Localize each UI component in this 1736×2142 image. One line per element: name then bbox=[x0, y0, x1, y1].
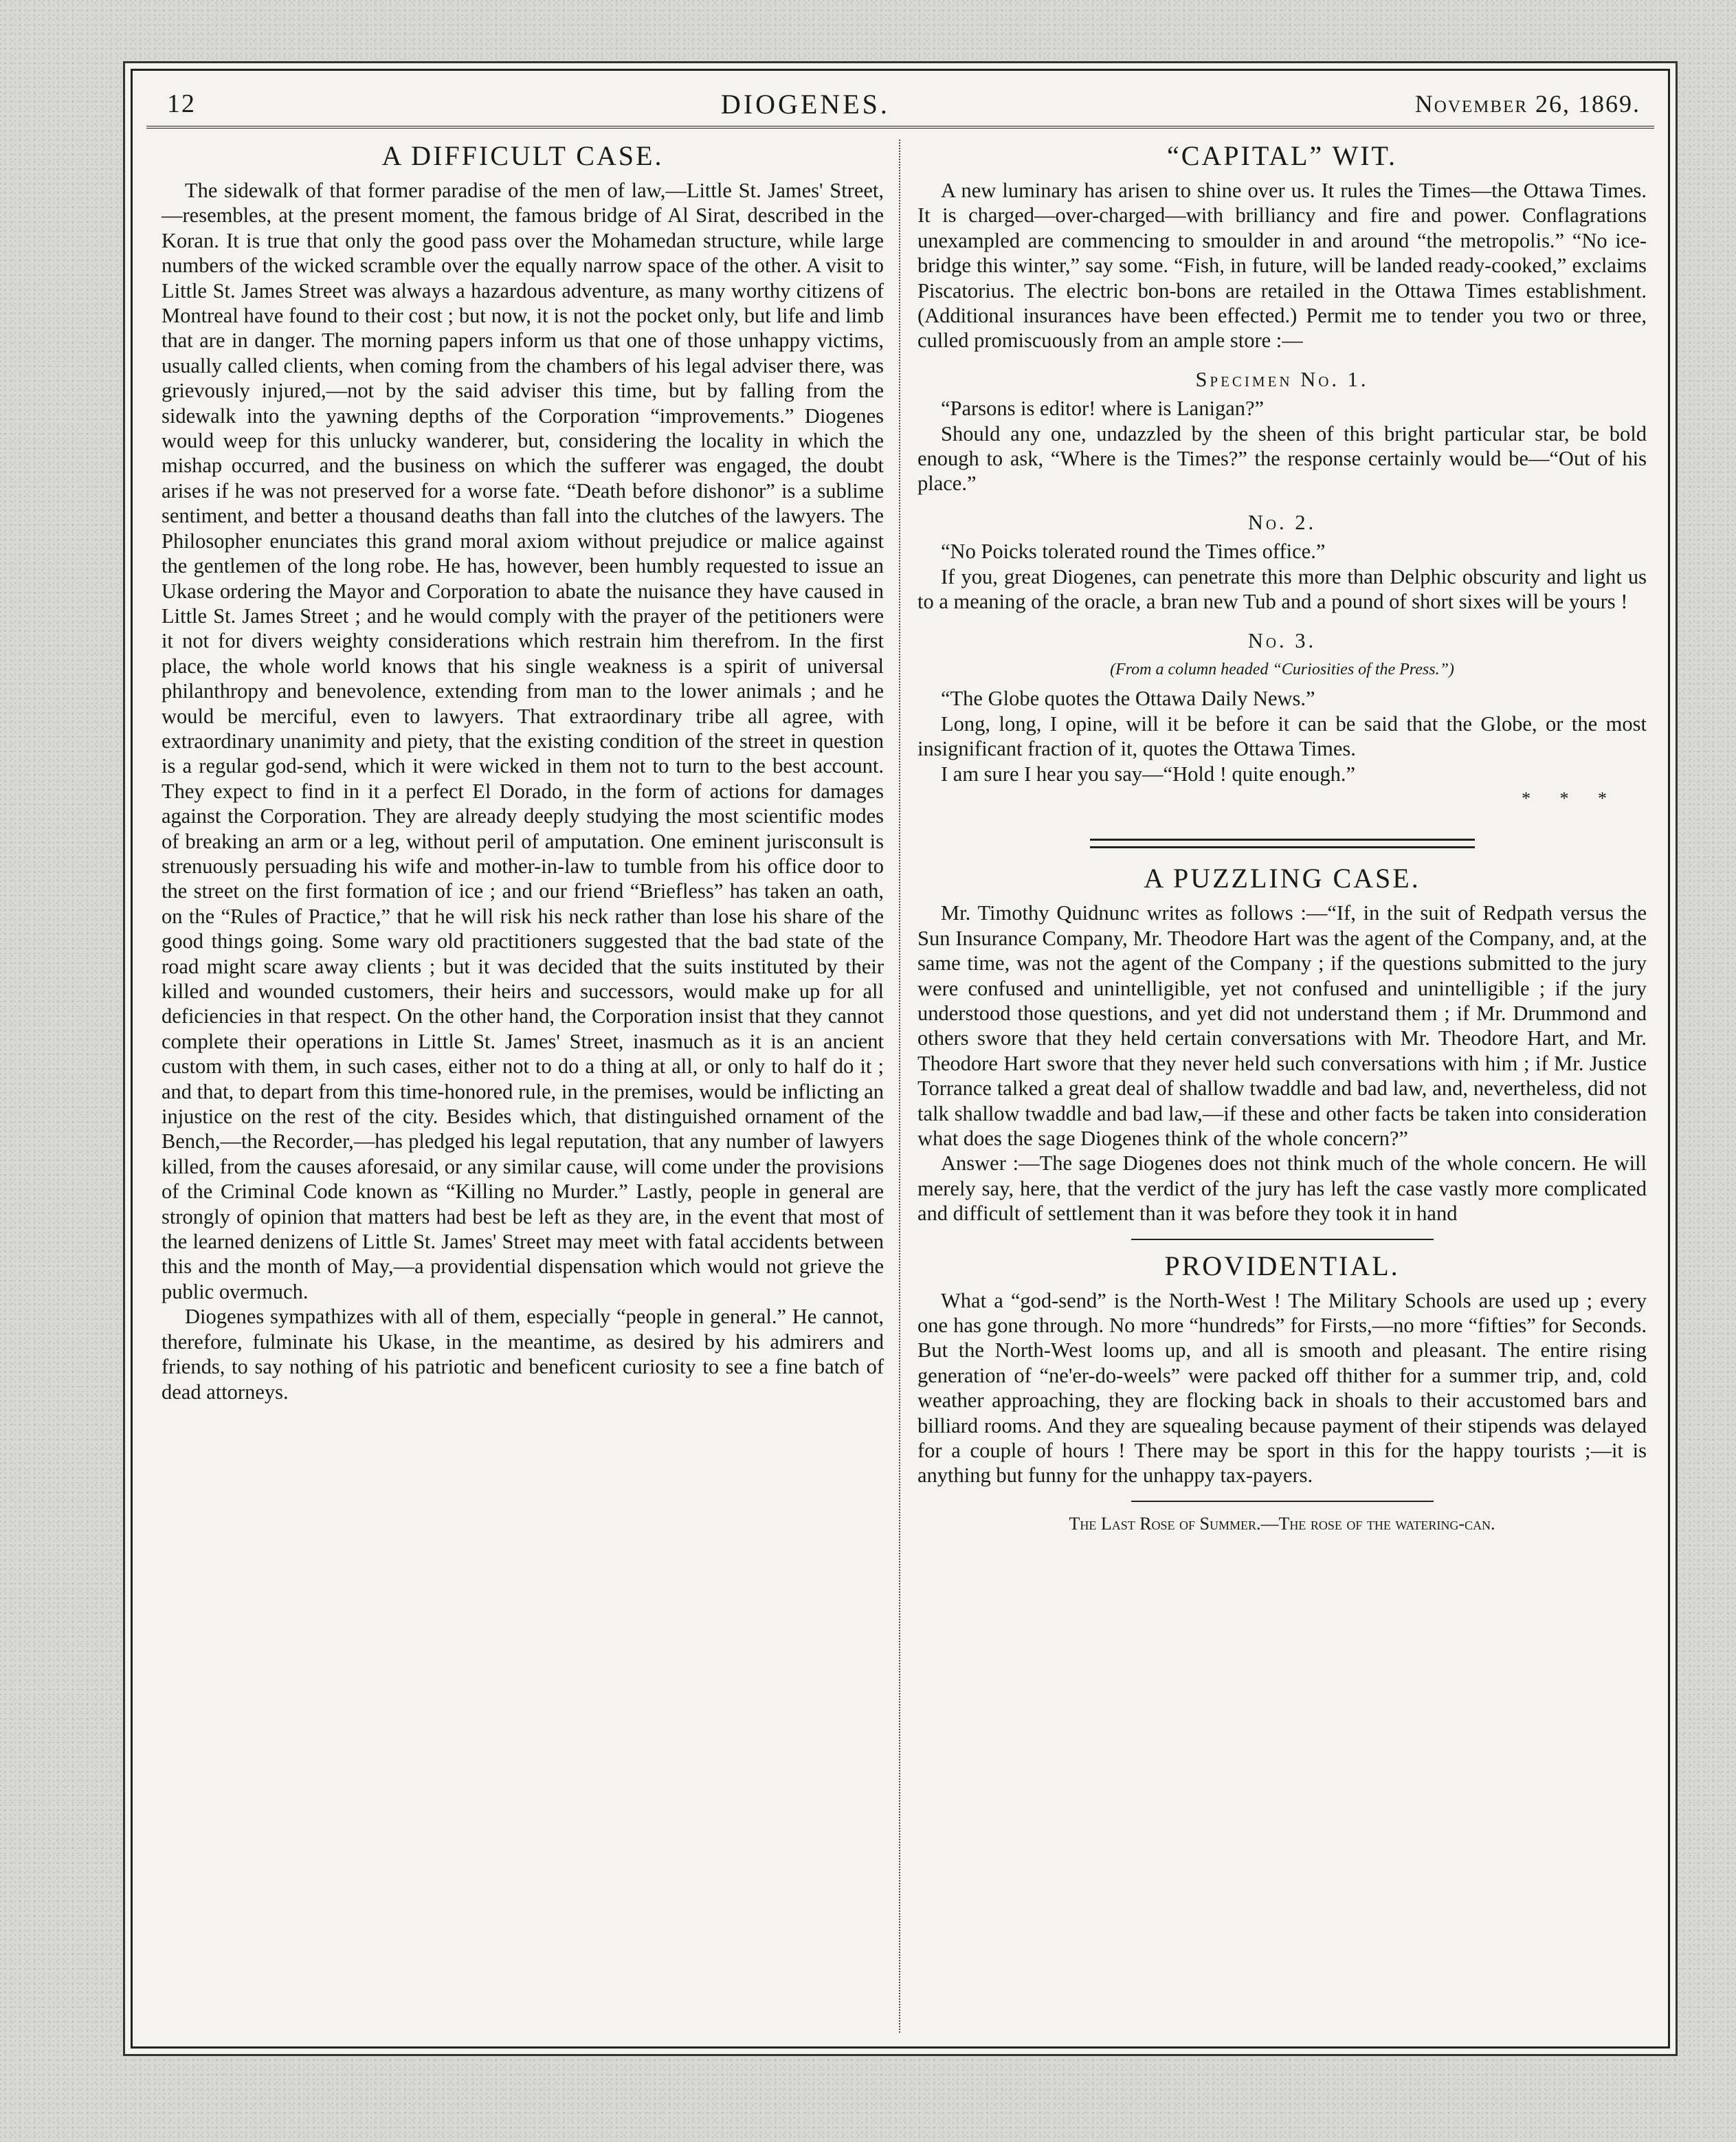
section-rule bbox=[1090, 839, 1475, 848]
section-rule bbox=[1131, 1239, 1434, 1240]
footer-joke: The Last Rose of Summer.—The rose of the watering-can. bbox=[1069, 1513, 1495, 1534]
masthead bbox=[146, 82, 1654, 129]
specimen-quote: “Parsons is editor! where is Lanigan?” bbox=[941, 397, 1265, 421]
specimen-heading: No. 2. bbox=[1247, 510, 1317, 534]
section-rule bbox=[1131, 1501, 1434, 1502]
article-paragraph: A new luminary has arisen to shine over us. It rules the Times—the Ottawa Times. It is charged—over-charged—with brilliancy and fire and power. Conflagrations unexampled are commencing to smoulder in and around “the metropolis.” “No ice-bridge this winter,” say some. “Fish, in future, will be landed ready-cooked,” exclaims Piscatorius. The electric bon-bons are retailed in the Ottawa Times establishment. (Additional insurances have been effected.) Permit me to tender you two or three, culled promiscuously from an ample store :— bbox=[917, 179, 1647, 353]
specimen-quote: “The Globe quotes the Ottawa Daily News.” bbox=[941, 687, 1315, 711]
article-heading-difficult-case: A DIFFICULT CASE. bbox=[381, 140, 664, 171]
specimen-heading: No. 3. bbox=[1247, 628, 1317, 652]
publication-title: DIOGENES. bbox=[720, 88, 890, 120]
newspaper-page bbox=[131, 69, 1670, 2049]
page-number: 12 bbox=[167, 89, 196, 118]
article-paragraph: I am sure I hear you say—“Hold ! quite enough.” bbox=[941, 762, 1356, 786]
article-paragraph: Diogenes sympathizes with all of them, especially “people in general.” He cannot, therefore, fulminate his Ukase, in the meantime, as desired by his admirers and friends, to say nothing of his patriotic and beneficent curiosity to see a fine batch of dead attorneys. bbox=[162, 1305, 884, 1404]
article-heading-capital-wit: “CAPITAL” WIT. bbox=[1166, 140, 1397, 171]
article-paragraph: Answer :—The sage Diogenes does not think much of the whole concern. He will merely say, here, that the verdict of the jury has left the case vastly more complicated and difficult of settlement than it was before they took it in hand bbox=[917, 1151, 1647, 1226]
specimen-quote: “No Poicks tolerated round the Times office.” bbox=[941, 540, 1326, 564]
left-column bbox=[153, 140, 892, 2033]
article-heading-providential: PROVIDENTIAL. bbox=[1164, 1250, 1400, 1281]
article-heading-puzzling-case: A PUZZLING CASE. bbox=[1144, 863, 1421, 894]
column-divider bbox=[899, 140, 900, 2033]
section-stars: * * * bbox=[1522, 788, 1619, 808]
specimen-note: (From a column headed “Curiosities of the Press.”) bbox=[1110, 660, 1454, 678]
article-paragraph: Mr. Timothy Quidnunc writes as follows :—“If, in the suit of Redpath versus the Sun Insurance Company, Mr. Theodore Hart was the agent of the Company, and, at the same time, was not the agent of the Company ; if the questions submitted to the jury were confused and unintelligible, yet not confused and unintelligible ; if the jury understood those questions, and yet did not understand them ; if Mr. Drummond and others swore that they held certain conversations with Mr. Theodore Hart, and Mr. Theodore Hart swore that they never held such conversations with him ; if Mr. Justice Torrance talked a great deal of shallow twaddle and bad law, and, nevertheless, did not talk shallow twaddle and bad law,—if these and other facts be taken into consideration what does the sage Diogenes think of the whole concern?” bbox=[917, 901, 1647, 1150]
issue-date: November 26, 1869. bbox=[1414, 90, 1640, 118]
article-paragraph: Long, long, I opine, will it be before it can be said that the Globe, or the most insignificant fraction of it, quotes the Ottawa Times. bbox=[917, 711, 1647, 761]
specimen-heading: Specimen No. 1. bbox=[1195, 367, 1369, 391]
article-paragraph: What a “god-send” is the North-West ! The Military Schools are used up ; every one has gone through. No more “hundreds” for Firsts,—no more “fifties” for Seconds. But the North-West looms up, and all is smooth and pleasant. The entire rising generation of “ne'er-do-weels” were packed off thither for a summer trip, and, cold weather approaching, they are flocking back in shoals to their accustomed bars and billiard rooms. And they are squealing because payment of their stipends was delayed for a couple of hours ! There may be sport in this for the happy tourists ;—it is anything but funny for the unhappy tax-payers. bbox=[917, 1288, 1647, 1488]
right-column bbox=[909, 140, 1655, 2033]
article-paragraph: If you, great Diogenes, can penetrate this more than Delphic obscurity and light us to a meaning of the oracle, a bran new Tub and a pound of short sixes will be yours ! bbox=[917, 564, 1647, 614]
article-paragraph: Should any one, undazzled by the sheen of this bright particular star, be bold enough to ask, “Where is the Times?” the response certainly would be—“Out of his place.” bbox=[917, 421, 1647, 496]
article-paragraph: The sidewalk of that former paradise of the men of law,—Little St. James' Street,—resembles, at the present moment, the famous bridge of Al Sirat, described in the Koran. It is true that only the good pass over the Mohamedan structure, while large numbers of the wicked scramble over the equally narrow space of the other. A visit to Little St. James Street was always a hazardous adventure, as many worthy citizens of Montreal have found to their cost ; but now, it is not the pocket only, but life and limb that are in danger. The morning papers inform us that one of those unhappy victims, usually called clients, when coming from the chambers of his legal adviser there, was grievously injured,—not by the said adviser this time, but by falling from the sidewalk into the yawning depths of the Corporation “improvements.” Diogenes would weep for this unlucky wanderer, but, considering the locality in which the mishap occurred, and the business on which the sufferer was engaged, the doubt arises if he was not preserved for a worse fate. “Death before dishonor” is a sublime sentiment, and better a thousand deaths than fall into the clutches of the lawyers. The Philosopher enunciates this grand moral axiom without prejudice or malice against the gentlemen of the long robe. He has, however, been humbly requested to issue an Ukase ordering the Mayor and Corporation to abate the nuisance they have caused in Little St. James Street ; and he would comply with the prayer of the petitioners were it not for divers weighty considerations which restrain him therefrom. In the first place, the whole world knows that his single weakness is a spirit of universal philanthropy and benevolence, extending from man to the lower animals ; and he would be merciful, even to lawyers. That extraordinary tribe all agree, with extraordinary unanimity and piety, that the existing condition of the street in question is a regular god-send, which it were wicked in them not to turn to the best account. They expect to find in it a perfect El Dorado, in the form of actions for damages against the Corporation. They are already deeply studying the most scientific modes of breaking an arm or a leg, without peril of amputation. One eminent jurisconsult is strenuously persuading his wife and mother-in-law to tumble from his office door to the street on the first formation of ice ; and our friend “Briefless” has taken an oath, on the “Rules of Practice,” that he will risk his neck rather than lose his share of the good things going. Some wary old practitioners suggested that the bad state of the road might scare away clients ; but it was decided that the suits instituted by their killed and wounded customers, their heirs and successors, would make up for all deficiencies in that respect. On the other hand, the Corporation insist that they cannot complete their operations in Little St. James' Street, inasmuch as it is an ancient custom with them, in such cases, either not to do a thing at all, or only to half do it ; and that, to depart from this time-honored rule, in the premises, would be inflicting an injustice on the rest of the city. Besides which, that distinguished ornament of the Bench,—the Recorder,—has pledged his legal reputation, that any number of lawyers killed, from the causes aforesaid, or any similar cause, will come under the provisions of the Criminal Code known as “Killing no Murder.” Lastly, people in general are strongly of opinion that matters had best be left as they are, in the event that most of the learned denizens of Little St. James' Street may meet with fatal accidents between this and the month of May,—a providential dispensation which would not grieve the public overmuch. bbox=[162, 179, 884, 1303]
